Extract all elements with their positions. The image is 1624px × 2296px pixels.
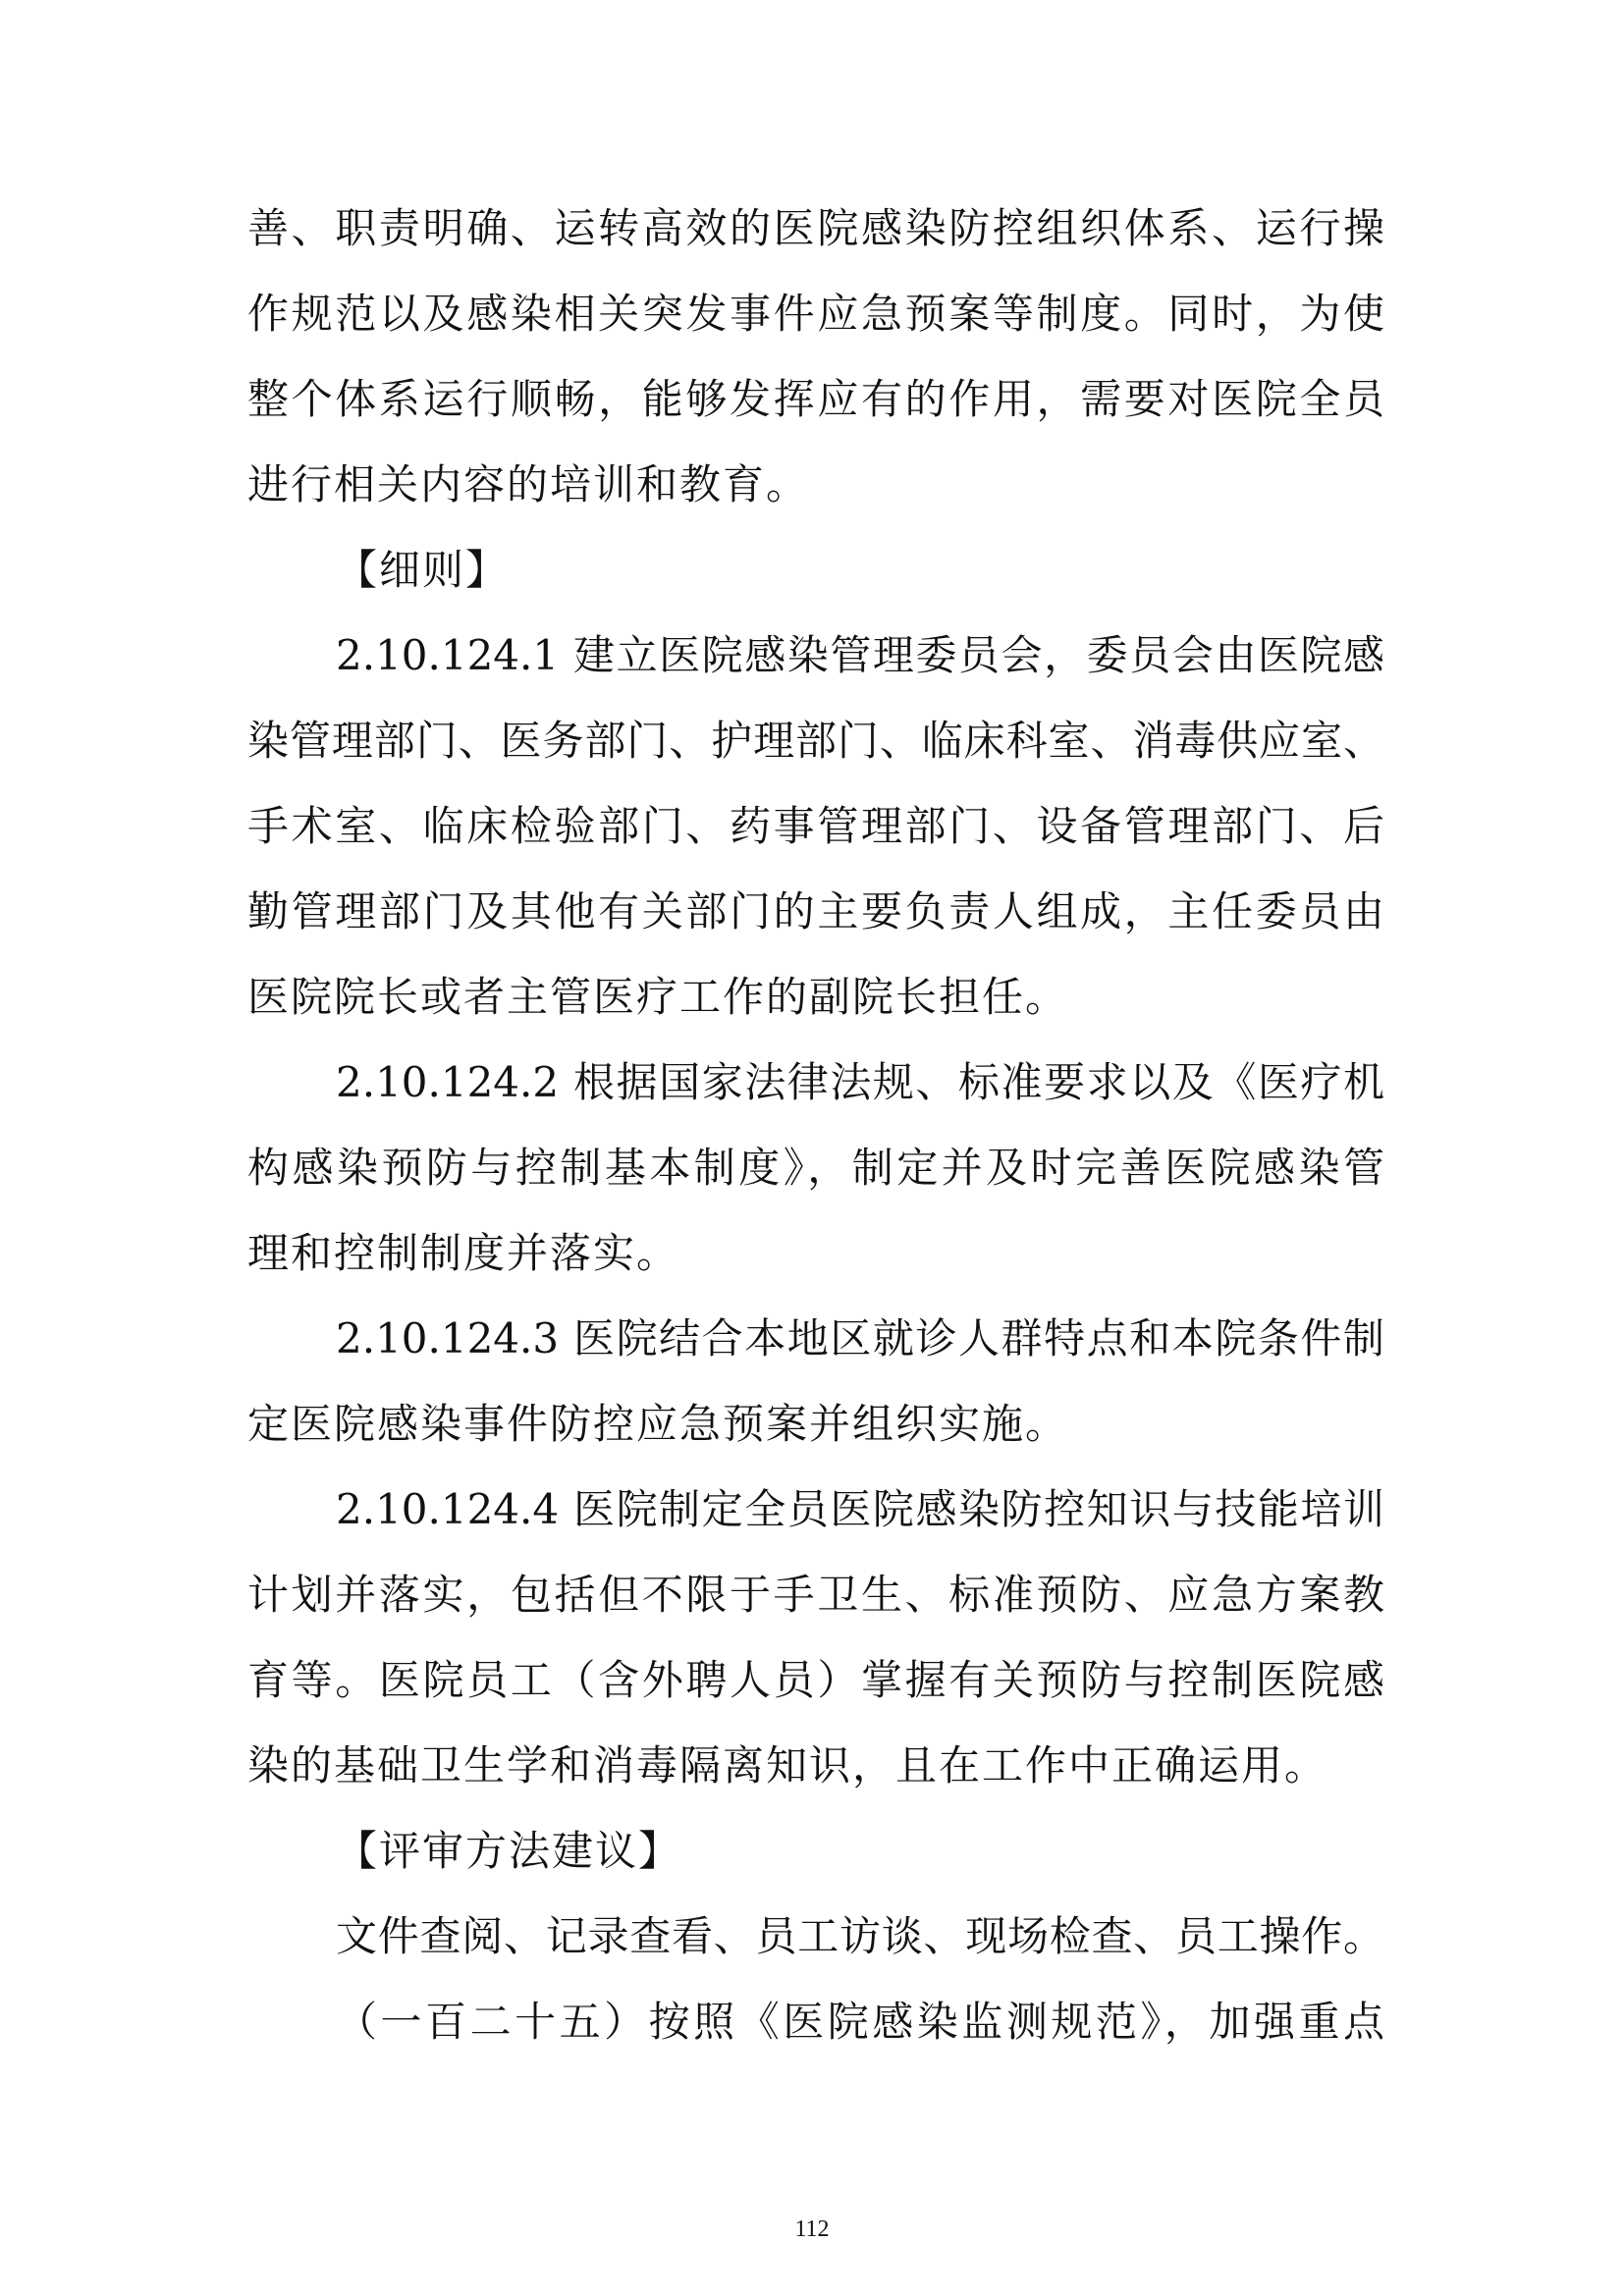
page-number: 112 bbox=[794, 2216, 830, 2242]
text-line: 手术室、临床检验部门、药事管理部门、设备管理部门、后 bbox=[247, 802, 1384, 850]
intro-paragraph bbox=[247, 186, 1384, 527]
text-line: 染的基础卫生学和消毒隔离知识，且在工作中正确运用。 bbox=[247, 1741, 1328, 1789]
rule-item bbox=[247, 1296, 1384, 1467]
text-line: 定医院感染事件防控应急预案并组织实施。 bbox=[247, 1400, 1069, 1448]
text-line: 染管理部门、医务部门、护理部门、临床科室、消毒供应室、 bbox=[247, 717, 1384, 765]
review-methods-line: 文件查阅、记录查看、员工访谈、现场检查、员工操作。 bbox=[336, 1912, 1384, 1960]
rule-item-first-line: 2.10.124.3 医院结合本地区就诊人群特点和本院条件制 bbox=[336, 1314, 1384, 1362]
text-line: 育等。医院员工（含外聘人员）掌握有关预防与控制医院感 bbox=[247, 1656, 1384, 1704]
next-item-heading-line: （一百二十五）按照《医院感染监测规范》，加强重点 bbox=[336, 1998, 1384, 2046]
rule-item-first-line: 2.10.124.4 医院制定全员医院感染防控知识与技能培训 bbox=[336, 1485, 1384, 1533]
text-line: 勤管理部门及其他有关部门的主要负责人组成，主任委员由 bbox=[247, 887, 1384, 935]
text-line: 进行相关内容的培训和教育。 bbox=[247, 460, 810, 508]
review-heading: 【评审方法建议】 bbox=[336, 1827, 682, 1875]
rule-item bbox=[247, 613, 1384, 1040]
rules-heading: 【细则】 bbox=[336, 546, 510, 594]
rule-item bbox=[247, 1467, 1384, 1808]
text-line: 计划并落实，包括但不限于手卫生、标准预防、应急方案教 bbox=[247, 1571, 1384, 1619]
page-body bbox=[247, 186, 1384, 2064]
rule-item-first-line: 2.10.124.2 根据国家法律法规、标准要求以及《医疗机 bbox=[336, 1058, 1384, 1106]
text-line: 理和控制制度并落实。 bbox=[247, 1229, 680, 1277]
text-line: 作规范以及感染相关突发事件应急预案等制度。同时，为使 bbox=[247, 290, 1384, 338]
text-line: 善、职责明确、运转高效的医院感染防控组织体系、运行操 bbox=[247, 204, 1384, 252]
rule-item-first-line: 2.10.124.1 建立医院感染管理委员会，委员会由医院感 bbox=[336, 631, 1384, 679]
text-line: 构感染预防与控制基本制度》，制定并及时完善医院感染管 bbox=[247, 1144, 1384, 1192]
rule-item bbox=[247, 1040, 1384, 1296]
text-line: 医院院长或者主管医疗工作的副院长担任。 bbox=[247, 973, 1069, 1021]
text-line: 整个体系运行顺畅，能够发挥应有的作用，需要对医院全员 bbox=[247, 375, 1384, 423]
